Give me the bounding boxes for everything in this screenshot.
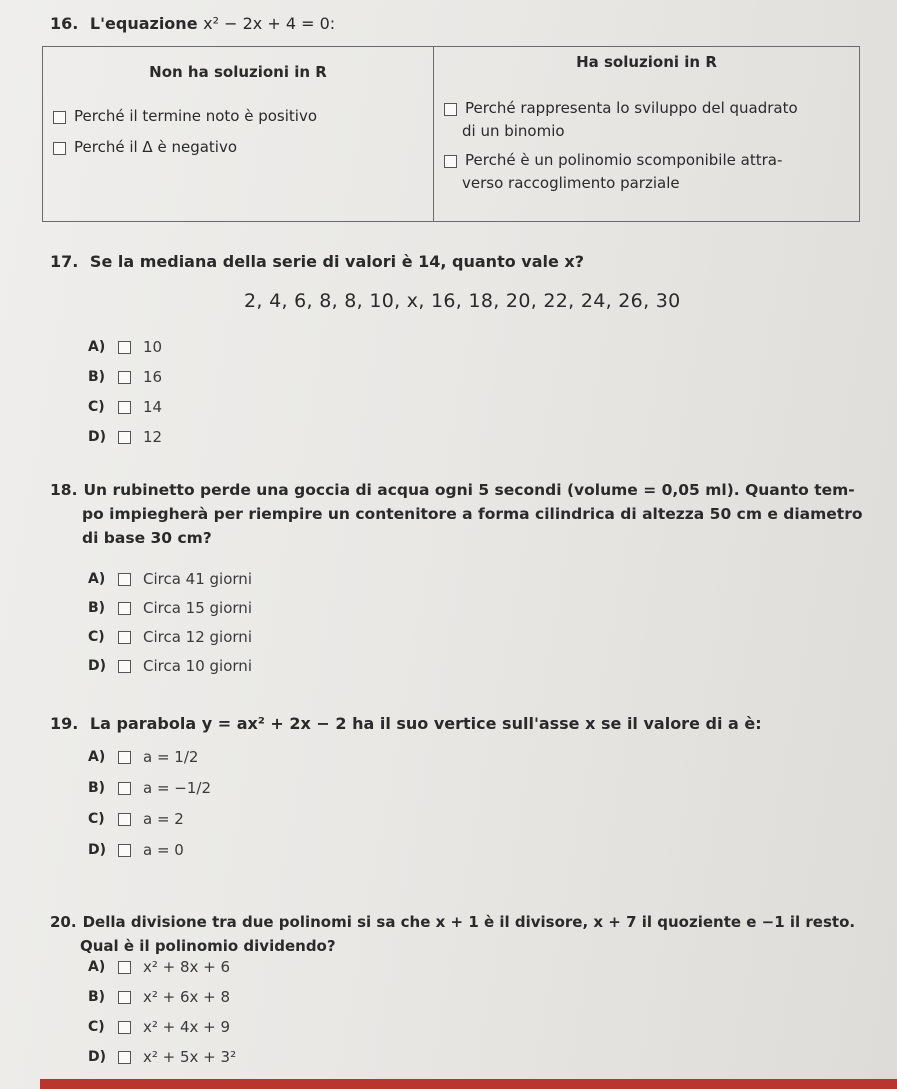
q18-option-b[interactable] (88, 599, 252, 617)
q20-option-b[interactable] (88, 988, 230, 1006)
q16-col2-header: Ha soluzioni in R (576, 53, 717, 71)
q19-option-b[interactable] (88, 779, 211, 797)
checkbox[interactable] (118, 991, 131, 1004)
q17-option-c[interactable] (88, 398, 162, 416)
page-bottom-strip (40, 1079, 897, 1089)
q19-option-c[interactable] (88, 810, 184, 828)
option-text: Circa 41 giorni (143, 570, 252, 588)
checkbox[interactable] (118, 844, 131, 857)
checkbox[interactable] (118, 341, 131, 354)
q16-col1-item[interactable] (53, 136, 433, 159)
option-label: C) (88, 811, 105, 827)
q18-line3: di base 30 cm? (82, 529, 212, 547)
option-label: D) (88, 1049, 107, 1065)
q20-text-line1: Della divisione tra due polinomi si sa che x + 1 è il divisore, x + 7 il quoziente e −1 il resto. (82, 913, 856, 931)
q20-number: 20. (50, 913, 77, 931)
q18-line1 (50, 478, 890, 502)
q19-number: 19. (50, 714, 79, 733)
option-label: A) (88, 749, 106, 765)
option-text: Circa 15 giorni (143, 599, 252, 617)
option-label: A) (88, 571, 106, 587)
q16-col1-item[interactable] (53, 105, 433, 128)
option-text: 12 (143, 428, 163, 446)
option-text: a = 1/2 (143, 748, 199, 766)
option-text: 16 (143, 368, 163, 386)
checkbox[interactable] (118, 1021, 131, 1034)
q18-number: 18. (50, 481, 78, 499)
checkbox[interactable] (53, 111, 66, 124)
option-text: a = 2 (143, 810, 184, 828)
checkbox[interactable] (118, 573, 131, 586)
option-text: x² + 8x + 6 (143, 958, 231, 976)
option-text: x² + 4x + 9 (143, 1018, 231, 1036)
checkbox[interactable] (444, 155, 457, 168)
option-label: B) (88, 600, 106, 616)
q18-line2: po impiegherà per riempire un contenitore a forma cilindrica di altezza 50 cm e diametro (82, 505, 863, 523)
checkbox[interactable] (118, 401, 131, 414)
q20-stem (50, 910, 890, 958)
option-text: Circa 10 giorni (143, 657, 252, 675)
checkbox[interactable] (118, 371, 131, 384)
option-text: 10 (143, 338, 163, 356)
checkbox[interactable] (118, 602, 131, 615)
q16-col2-item-text: Perché rappresenta lo sviluppo del quadrato (465, 99, 798, 117)
q17-option-b[interactable] (88, 368, 162, 386)
q16-lead: L'equazione (89, 14, 198, 33)
checkbox[interactable] (118, 961, 131, 974)
q17-number: 17. (50, 252, 79, 271)
q18-option-c[interactable] (88, 628, 252, 646)
checkbox[interactable] (53, 142, 66, 155)
checkbox[interactable] (118, 660, 131, 673)
option-label: B) (88, 369, 106, 385)
q18-stem (50, 478, 890, 550)
q17-series: 2, 4, 6, 8, 8, 10, x, 16, 18, 20, 22, 24, 26, 30 (244, 290, 681, 312)
option-text: Circa 12 giorni (143, 628, 252, 646)
option-label: C) (88, 1019, 105, 1035)
checkbox[interactable] (118, 631, 131, 644)
q20-option-d[interactable] (88, 1048, 236, 1066)
option-label: B) (88, 989, 106, 1005)
q18-option-d[interactable] (88, 657, 252, 675)
q19-option-d[interactable] (88, 841, 184, 859)
option-label: D) (88, 658, 107, 674)
q20-line1 (50, 910, 890, 934)
option-text: x² + 5x + 3² (143, 1048, 237, 1066)
q16-number: 16. (50, 14, 79, 33)
q16-col1-item-text: Perché il Δ è negativo (74, 138, 238, 156)
q16-col2-item-continuation: di un binomio (462, 122, 565, 140)
q16-col2-item[interactable] (444, 149, 859, 172)
option-label: D) (88, 429, 107, 445)
option-label: C) (88, 399, 105, 415)
q16-col2-item-text: Perché è un polinomio scomponibile attra- (465, 151, 783, 169)
option-text: a = −1/2 (143, 779, 212, 797)
option-label: A) (88, 959, 106, 975)
checkbox[interactable] (118, 1051, 131, 1064)
q19-option-a[interactable] (88, 748, 198, 766)
q19-text: La parabola y = ax² + 2x − 2 ha il suo vertice sull'asse x se il valore di a è: (89, 714, 762, 733)
q17-heading (50, 252, 584, 271)
checkbox[interactable] (118, 751, 131, 764)
option-text: 14 (143, 398, 163, 416)
q16-table (42, 46, 860, 222)
q17-option-d[interactable] (88, 428, 162, 446)
option-label: B) (88, 780, 106, 796)
q18-text-line1: Un rubinetto perde una goccia di acqua ogni 5 secondi (volume = 0,05 ml). Quanto tem- (83, 481, 855, 499)
option-label: A) (88, 339, 106, 355)
q16-col2 (434, 47, 860, 222)
q17-text: Se la mediana della serie di valori è 14, quanto vale x? (89, 252, 585, 271)
checkbox[interactable] (118, 431, 131, 444)
checkbox[interactable] (118, 813, 131, 826)
option-text: a = 0 (143, 841, 184, 859)
option-label: C) (88, 629, 105, 645)
q16-col1 (43, 47, 434, 222)
checkbox[interactable] (444, 103, 457, 116)
checkbox[interactable] (118, 782, 131, 795)
q16-equation: x² − 2x + 4 = 0: (203, 14, 336, 33)
q16-col2-item[interactable] (444, 97, 859, 120)
q18-option-a[interactable] (88, 570, 252, 588)
q16-col1-item-text: Perché il termine noto è positivo (74, 107, 318, 125)
q16-col2-item-continuation: verso raccoglimento parziale (462, 174, 680, 192)
option-label: D) (88, 842, 107, 858)
q19-heading (50, 714, 762, 733)
q20-option-a[interactable] (88, 958, 230, 976)
q20-option-c[interactable] (88, 1018, 230, 1036)
option-text: x² + 6x + 8 (143, 988, 231, 1006)
q16-heading (50, 14, 335, 33)
q16-col1-header: Non ha soluzioni in R (149, 63, 327, 81)
q20-line2: Qual è il polinomio dividendo? (80, 937, 336, 955)
q17-option-a[interactable] (88, 338, 162, 356)
